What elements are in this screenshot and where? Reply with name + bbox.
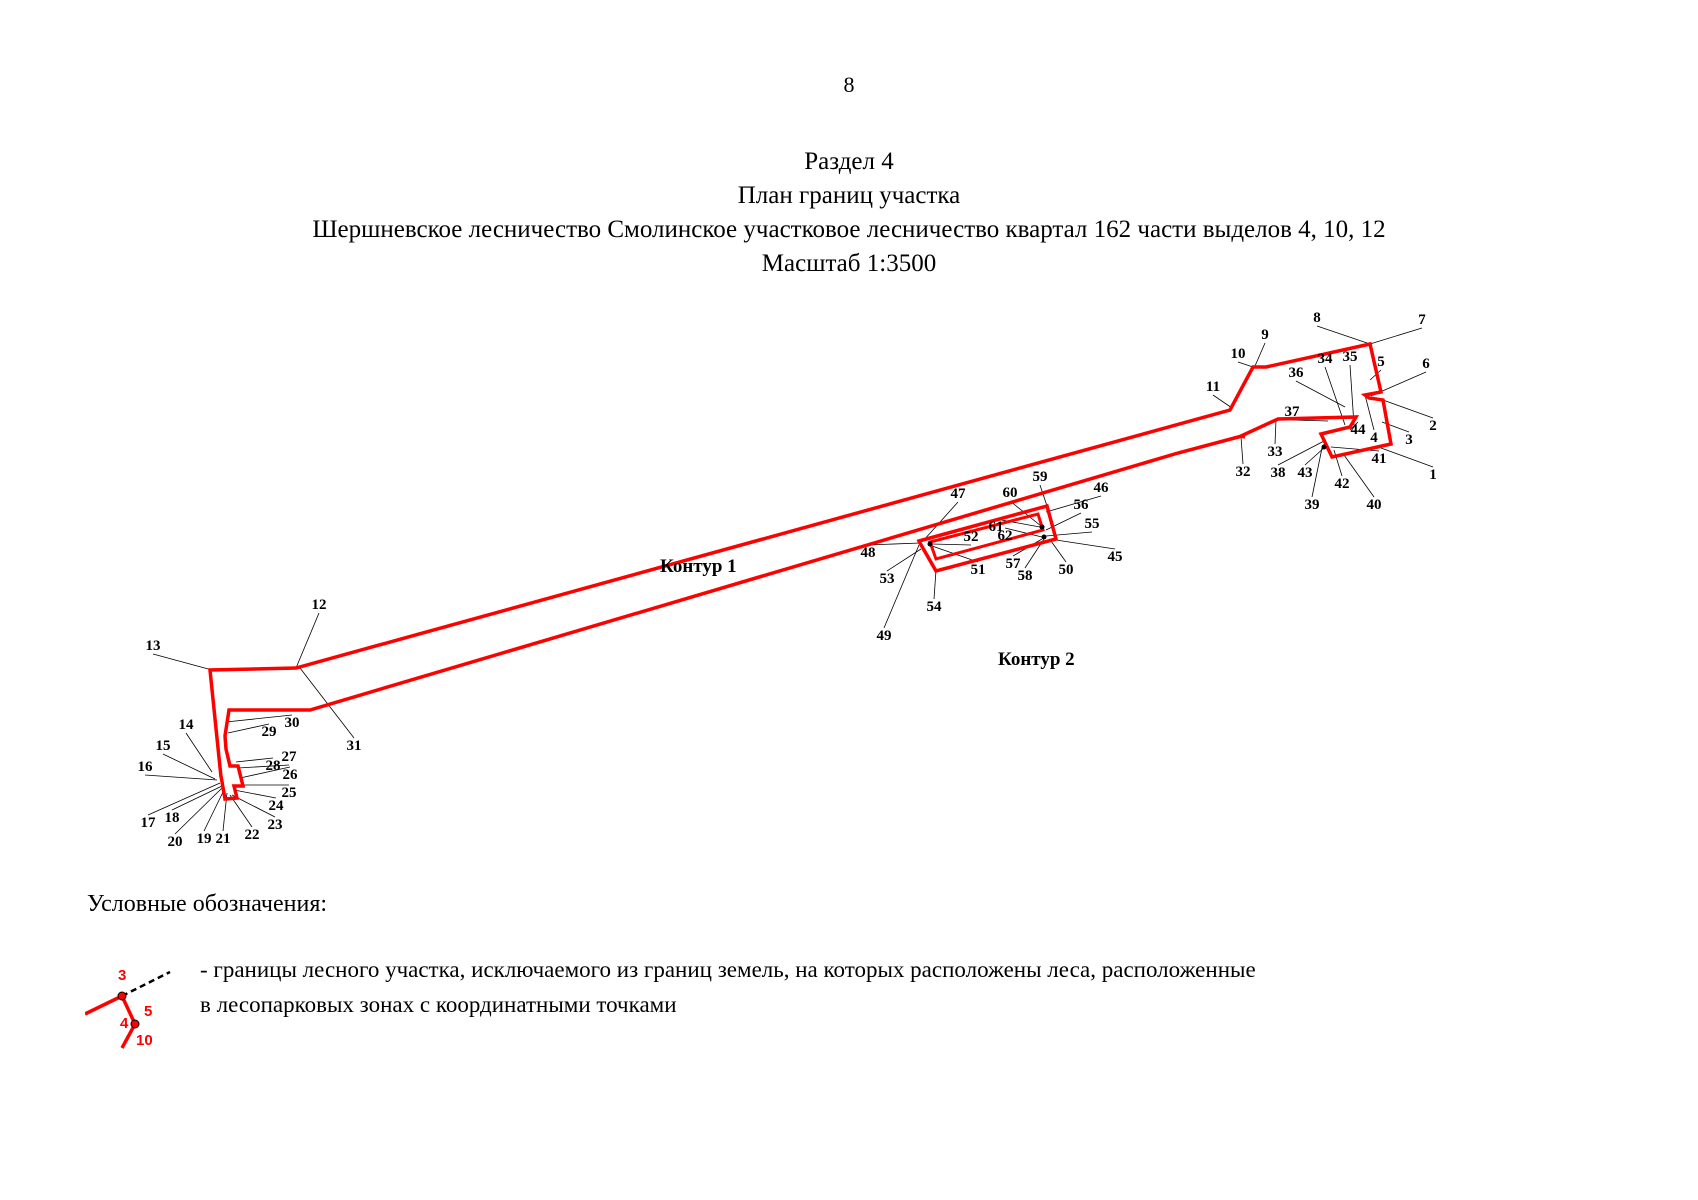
point-label-10: 10 <box>1230 346 1246 362</box>
point-label-53: 53 <box>879 571 895 587</box>
point-43 <box>1322 445 1327 450</box>
point-label-30: 30 <box>284 715 300 731</box>
point-label-4: 4 <box>1370 430 1378 446</box>
leader-line-30 <box>226 715 292 722</box>
legend-label-10: 10 <box>136 1032 153 1049</box>
document-header <box>0 145 1698 281</box>
point-label-47: 47 <box>950 486 966 502</box>
point-label-61: 61 <box>988 519 1004 535</box>
point-label-11: 11 <box>1205 379 1221 395</box>
point-label-46: 46 <box>1093 480 1109 496</box>
point-label-48: 48 <box>860 545 876 561</box>
leader-line-10 <box>1238 362 1253 367</box>
point-label-40: 40 <box>1366 497 1382 513</box>
point-label-36: 36 <box>1288 365 1304 381</box>
point-label-12: 12 <box>311 597 327 613</box>
point-label-31: 31 <box>346 738 362 754</box>
point-label-62: 62 <box>997 528 1013 544</box>
point-label-1: 1 <box>1429 467 1437 483</box>
point-label-52: 52 <box>963 529 979 545</box>
point-label-59: 59 <box>1032 469 1048 485</box>
leader-line-27 <box>238 765 289 768</box>
point-label-5: 5 <box>1377 354 1385 370</box>
contour-2-label: Контур 2 <box>998 649 1075 670</box>
point-label-29: 29 <box>261 724 277 740</box>
leader-line-2 <box>1383 400 1433 418</box>
leader-line-17 <box>148 783 220 815</box>
contour-1-label: Контур 1 <box>660 556 737 577</box>
point-label-20: 20 <box>167 834 183 850</box>
point-label-6: 6 <box>1422 356 1430 372</box>
point-label-51: 51 <box>970 562 986 578</box>
point-52 <box>928 542 933 547</box>
point-label-15: 15 <box>155 738 171 754</box>
leader-line-59 <box>1040 485 1047 506</box>
point-label-41: 41 <box>1371 451 1387 467</box>
plan-title: План границ участка <box>737 182 961 209</box>
leader-line-1 <box>1381 448 1433 467</box>
point-label-33: 33 <box>1267 444 1283 460</box>
leader-line-7 <box>1370 328 1422 344</box>
point-label-34: 34 <box>1317 351 1333 367</box>
point-label-27: 27 <box>281 749 297 765</box>
leader-line-13 <box>153 654 212 670</box>
leader-line-12 <box>296 613 319 668</box>
point-label-38: 38 <box>1270 465 1286 481</box>
leader-line-20 <box>175 788 222 834</box>
leader-line-15 <box>163 754 215 779</box>
leader-line-9 <box>1255 343 1265 366</box>
contour-1-boundary <box>210 344 1391 799</box>
point-label-55: 55 <box>1084 516 1100 532</box>
point-label-57: 57 <box>1005 556 1021 572</box>
point-label-18: 18 <box>164 810 180 826</box>
legend-symbol <box>85 960 185 1060</box>
point-label-50: 50 <box>1058 562 1074 578</box>
point-label-42: 42 <box>1334 476 1350 492</box>
point-label-22: 22 <box>244 827 260 843</box>
page-number: 8 <box>843 72 855 97</box>
leader-line-16 <box>145 775 217 780</box>
point-label-25: 25 <box>281 785 297 801</box>
point-label-21: 21 <box>215 831 231 847</box>
leader-lines <box>145 326 1433 834</box>
point-label-32: 32 <box>1235 464 1251 480</box>
point-label-39: 39 <box>1304 497 1320 513</box>
point-label-8: 8 <box>1313 310 1321 326</box>
legend-dashed-line <box>122 972 170 996</box>
point-label-28: 28 <box>265 758 281 774</box>
point-label-49: 49 <box>876 628 892 644</box>
legend-boundary-line <box>85 996 122 1014</box>
leader-line-50 <box>1051 541 1066 562</box>
boundary-plan-map <box>0 300 1698 880</box>
point-61 <box>1040 525 1045 530</box>
point-label-26: 26 <box>282 767 298 783</box>
legend-title: Условные обозначения: <box>87 891 328 917</box>
point-label-9: 9 <box>1261 327 1269 343</box>
legend-point-3 <box>118 992 126 1000</box>
legend-label-5: 5 <box>144 1003 153 1020</box>
point-label-2: 2 <box>1429 418 1437 434</box>
leader-line-31 <box>300 668 354 738</box>
leader-line-32 <box>1241 437 1243 464</box>
point-label-13: 13 <box>145 638 161 654</box>
point-label-14: 14 <box>178 717 194 733</box>
point-label-54: 54 <box>926 599 942 615</box>
legend-point-4 <box>131 1020 139 1028</box>
point-label-43: 43 <box>1297 465 1313 481</box>
legend-label-4: 4 <box>120 1015 129 1032</box>
leader-line-24 <box>234 790 276 798</box>
point-label-56: 56 <box>1073 497 1089 513</box>
point-62 <box>1042 535 1047 540</box>
leader-line-36 <box>1296 381 1345 407</box>
point-label-58: 58 <box>1017 568 1033 584</box>
leader-line-14 <box>186 733 212 772</box>
leader-line-11 <box>1213 395 1232 408</box>
point-label-45: 45 <box>1107 549 1123 565</box>
point-label-16: 16 <box>137 759 153 775</box>
point-label-3: 3 <box>1405 432 1413 448</box>
scale-label: Масштаб 1:3500 <box>761 250 937 277</box>
point-label-7: 7 <box>1418 312 1426 328</box>
point-label-24: 24 <box>268 798 284 814</box>
point-label-35: 35 <box>1342 349 1358 365</box>
leader-line-39 <box>1312 448 1322 497</box>
point-label-60: 60 <box>1002 485 1018 501</box>
leader-line-45 <box>1056 540 1115 549</box>
legend-line-1: - границы лесного участка, исключаемого из границ земель, на которых расположены леса, расположенные <box>200 957 1256 982</box>
point-label-17: 17 <box>140 815 156 831</box>
leader-line-8 <box>1317 326 1370 344</box>
leader-line-33 <box>1275 420 1276 444</box>
legend-label-3: 3 <box>118 967 127 984</box>
section-title: Раздел 4 <box>804 148 894 175</box>
point-label-19: 19 <box>196 831 212 847</box>
point-label-23: 23 <box>267 817 283 833</box>
leader-line-53 <box>887 549 921 571</box>
point-label-37: 37 <box>1284 404 1300 420</box>
leader-line-54 <box>934 570 936 599</box>
location-description: Шершневское лесничество Смолинское участковое лесничество квартал 162 части выделов 4, 10, 12 <box>312 216 1386 243</box>
point-label-44: 44 <box>1350 422 1366 438</box>
legend-line-2: в лесопарковых зонах с координатными точками <box>200 992 677 1017</box>
leader-line-18 <box>172 786 222 810</box>
legend-description <box>200 952 1256 1022</box>
